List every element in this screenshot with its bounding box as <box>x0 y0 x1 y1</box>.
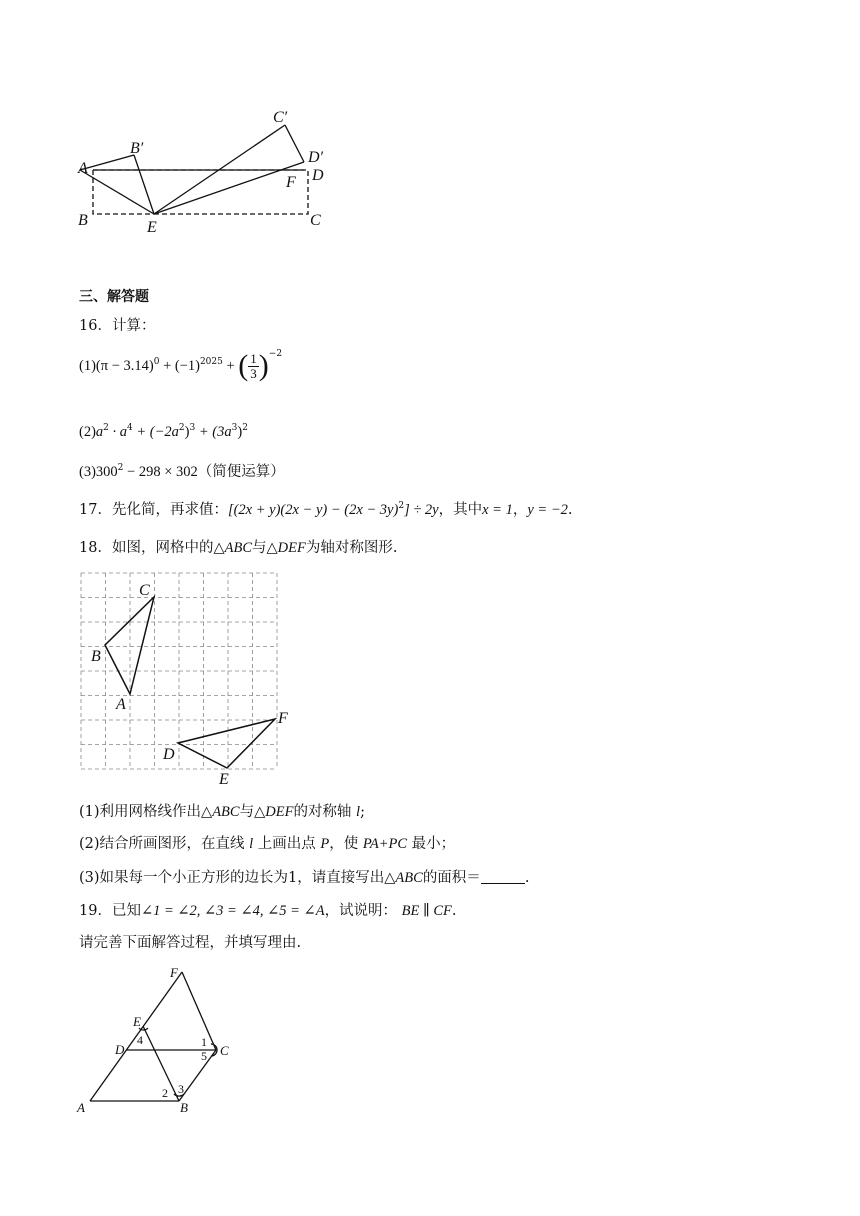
q16-part2-num: (2) <box>79 424 96 440</box>
q18-step3-abc: ABC <box>395 870 423 886</box>
q17-expr2: ] ÷ 2y <box>404 502 439 518</box>
label-E: E <box>147 219 157 236</box>
grid-label-D: D <box>163 746 175 763</box>
q18-step3-a: (3)如果每一个小正方形的边长为1，请直接写出△ <box>79 870 396 886</box>
q18-step2-b: 上画出点 <box>257 836 316 852</box>
label-D-prime: D′ <box>308 149 324 166</box>
q16-part2-e6: 2 <box>242 423 248 433</box>
label-C: C <box>310 212 321 229</box>
q17-mid: ，其中 <box>438 502 483 518</box>
q16-part2-e2: 4 <box>127 423 133 433</box>
q16-part1-c: + <box>222 358 239 374</box>
section-heading: 三、解答题 <box>79 289 149 305</box>
angle-label-1: 1 <box>201 1035 207 1049</box>
q16-part2-e1: 2 <box>103 423 109 433</box>
q19-mid: ，试说明： <box>324 903 398 919</box>
grid-label-B: B <box>91 648 101 665</box>
q16-part1-a-exp: 0 <box>153 357 160 367</box>
q16-part1-b: + (−1) <box>159 358 200 374</box>
label-B-prime: B′ <box>130 140 144 157</box>
q18-step2-c: ，使 <box>329 836 359 852</box>
label-D: D <box>312 167 324 184</box>
grid-label-C: C <box>139 582 150 599</box>
q18-intro <box>79 538 397 558</box>
q18-intro-b: 与△ <box>252 540 278 556</box>
q16-part2 <box>79 422 248 442</box>
q16-part2-t4: ) <box>184 424 190 440</box>
q19-end: . <box>451 903 457 919</box>
fig19-label-B: B <box>180 1100 188 1115</box>
q16-part1-num: (1) <box>79 358 96 374</box>
q16-title: 16．计算： <box>79 318 156 334</box>
q16-part1-b-exp: 2025 <box>199 357 223 367</box>
q18-step3 <box>79 868 529 888</box>
q18-intro-def: DEF <box>277 540 306 556</box>
answer-blank[interactable] <box>481 869 525 884</box>
grid-figure <box>70 565 310 790</box>
q18-step3-c: . <box>524 870 530 886</box>
fig19-label-D: D <box>115 1042 125 1057</box>
angle-label-3: 3 <box>178 1082 184 1096</box>
q18-step2-d: 最小； <box>411 836 456 852</box>
fig19-label-F: F <box>170 965 178 980</box>
q19-prefix: 19．已知 <box>79 903 141 919</box>
fold-rectangle-figure <box>70 100 340 240</box>
angle-label-5: 5 <box>201 1049 207 1063</box>
q17-prefix: 17．先化简，再求值： <box>79 502 228 518</box>
q17-end: . <box>567 502 573 518</box>
angle-label-2: 2 <box>162 1086 168 1100</box>
q17-line <box>79 500 572 520</box>
q18-step1 <box>79 802 365 822</box>
q16-part3-note: （简便运算） <box>197 464 285 480</box>
angle-label-4: 4 <box>137 1033 143 1047</box>
q17-sep: ， <box>512 502 528 518</box>
q17-cond1: x = 1 <box>482 502 513 518</box>
q16-part2-e4: 3 <box>189 423 196 433</box>
q18-step1-a: (1)利用网格线作出△ <box>79 804 213 820</box>
q16-part2-e5: 3 <box>231 423 238 433</box>
q16-part2-t1: a <box>95 424 104 440</box>
q19-cond: ∠1 = ∠2, ∠3 = ∠4, ∠5 = ∠A <box>140 903 325 919</box>
q18-step1-d: ; <box>360 804 365 820</box>
q16-part1-a: (π − 3.14) <box>95 358 154 374</box>
grid-label-A: A <box>116 696 126 713</box>
label-F: F <box>286 174 296 191</box>
q18-intro-c: 为轴对称图形. <box>305 540 398 556</box>
q18-step2-papc: PA+PC <box>362 836 408 852</box>
q16-part2-t5: + (3a <box>195 424 232 440</box>
q16-part1-c-exp: −2 <box>268 349 283 359</box>
q18-step2 <box>79 834 455 854</box>
parallel-figure <box>70 962 250 1122</box>
q18-step1-c: 的对称轴 <box>293 804 352 820</box>
fig19-label-C: C <box>220 1043 229 1058</box>
q17-exp: 2 <box>398 501 405 511</box>
q16-part3-t2: − 298 × 302 <box>123 464 198 480</box>
q18-step1-def: DEF <box>265 804 294 820</box>
q18-step3-b: 的面积＝ <box>422 870 481 886</box>
q17-expr1: [(2x + y)(2x − y) − (2x − 3y) <box>227 502 399 518</box>
q16-part2-t6: ) <box>237 424 243 440</box>
q16-part2-e3: 2 <box>178 423 185 433</box>
q16-part3-num: (3) <box>79 464 96 480</box>
q18-step1-b: 与△ <box>239 804 266 820</box>
q16-part3-t1: 300 <box>95 464 118 480</box>
q18-intro-abc: ABC <box>224 540 252 556</box>
label-B: B <box>78 212 88 229</box>
q16-part1-fraction: $\frac{1}{3}$ <box>250 350 257 381</box>
q16-part1: $(1)(\pi - 3.14)^0 + (-1)^{2025}$ + ( $\frac{1}{3}$ )$^{-2}$ <box>79 349 283 382</box>
q16-part3 <box>79 462 285 482</box>
fig19-label-E: E <box>133 1014 141 1029</box>
label-C-prime: C′ <box>273 109 288 126</box>
q18-step1-abc: ABC <box>212 804 240 820</box>
q18-step2-l: l <box>249 836 254 852</box>
grid-label-F: F <box>278 710 288 727</box>
q18-step1-l: l <box>356 804 361 820</box>
grid-label-E: E <box>219 771 229 788</box>
q16-part3-e1: 2 <box>117 463 124 473</box>
q18-step2-p: P <box>320 836 330 852</box>
label-A: A <box>78 160 88 177</box>
q16-part2-t3: + (−2a <box>132 424 179 440</box>
q16-part2-t2: · a <box>108 424 128 440</box>
q18-intro-a: 18．如图，网格中的△ <box>79 540 225 556</box>
q19-claim: BE ∥ CF <box>401 903 452 919</box>
q18-step2-a: (2)结合所画图形，在直线 <box>79 836 245 852</box>
q19-line1 <box>79 901 456 921</box>
fig19-label-A: A <box>77 1100 85 1115</box>
q19-line2: 请完善下面解答过程，并填写理由. <box>79 935 302 951</box>
q17-cond2: y = −2 <box>527 502 568 518</box>
